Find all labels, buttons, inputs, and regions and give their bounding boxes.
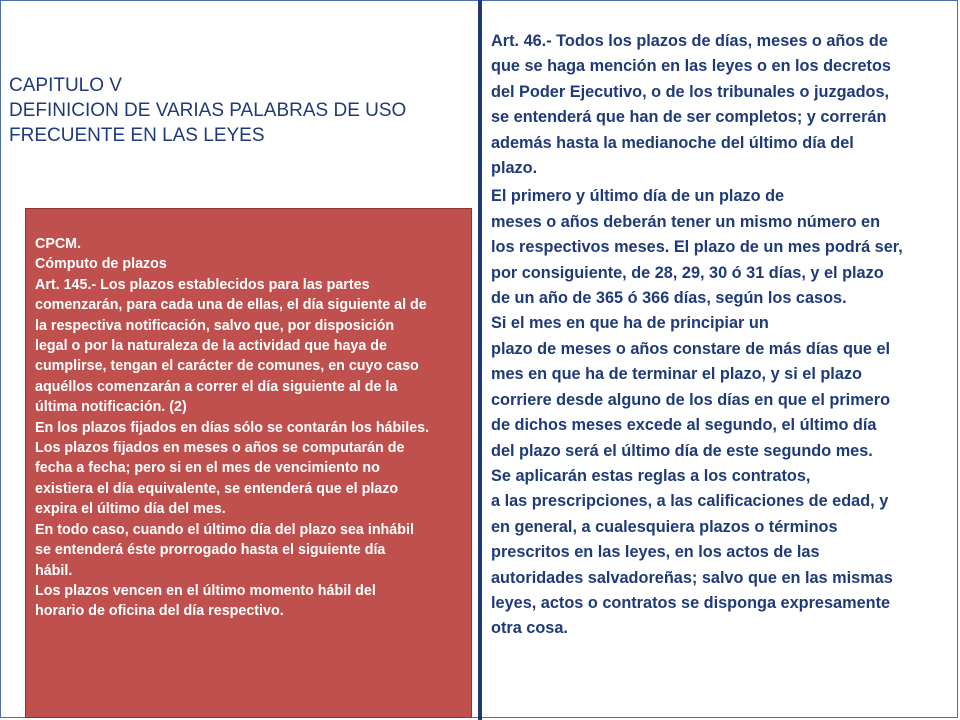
article-46-paragraph-rest: El primero y último día de un plazo de meses o años deberán tener un mismo número en los respectivos meses. El plazo de un mes podrá ser, por consiguiente, de 28, 29, 30 ó 31 días, y el plazo de un año de 365 ó 366 días, según los casos. Si el mes en que ha de principiar un plazo de meses o años constare de más días que el mes en que ha de terminar el plazo, y si el plazo corriere desde alguno de los días en que el primero de dichos meses excede al segundo, el último día del plazo será el último día de este segundo mes. Se aplicarán estas reglas a los contratos, a las prescripciones, a las calificaciones de edad, y en general, a cualesquiera plazos o términos prescritos en las leyes, en los actos de las autoridades salvadoreñas; salvo que en las mismas leyes, actos o contratos se disponga expresamente otra cosa. — [491, 187, 903, 638]
chapter-number: CAPITULO V — [9, 75, 122, 96]
cpcm-callout-box — [25, 208, 472, 718]
chapter-title-line-2: FRECUENTE EN LAS LEYES — [9, 125, 265, 146]
article-46-paragraph-1: Art. 46.- Todos los plazos de días, meses o años de que se haga mención en las leyes o en los decretos del Poder Ejecutivo, o de los tribunales o juzgados, se entenderá que han de ser completos; y correrán además hasta la medianoche del último día del plazo. — [491, 32, 891, 178]
cpcm-text: CPCM. Cómputo de plazos Art. 145.- Los plazos establecidos para las partes comenzarán, para cada una de ellas, el día siguiente al de la respectiva notificación, salvo que, por disposición legal o por la naturaleza de la actividad que haya de cumplirse, tengan el carácter de comunes, en cuyo caso aquéllos comenzarán a correr el día siguiente al de la última notificación. (2) En los plazos fijados en días sólo se contarán los hábiles. Los plazos fijados en meses o años se computarán de fecha a fecha; pero si en el mes de vencimiento no existiera el día equivalente, se entenderá que el plazo expira el último día del mes. En todo caso, cuando el último día del plazo sea inhábil se entenderá éste prorrogado hasta el siguiente día hábil. Los plazos vencen en el último momento hábil del horario de oficina del día respectivo. — [35, 236, 430, 620]
chapter-title-line-1: DEFINICION DE VARIAS PALABRAS DE USO — [9, 100, 407, 121]
article-46-text — [491, 29, 951, 642]
chapter-heading — [9, 73, 459, 148]
